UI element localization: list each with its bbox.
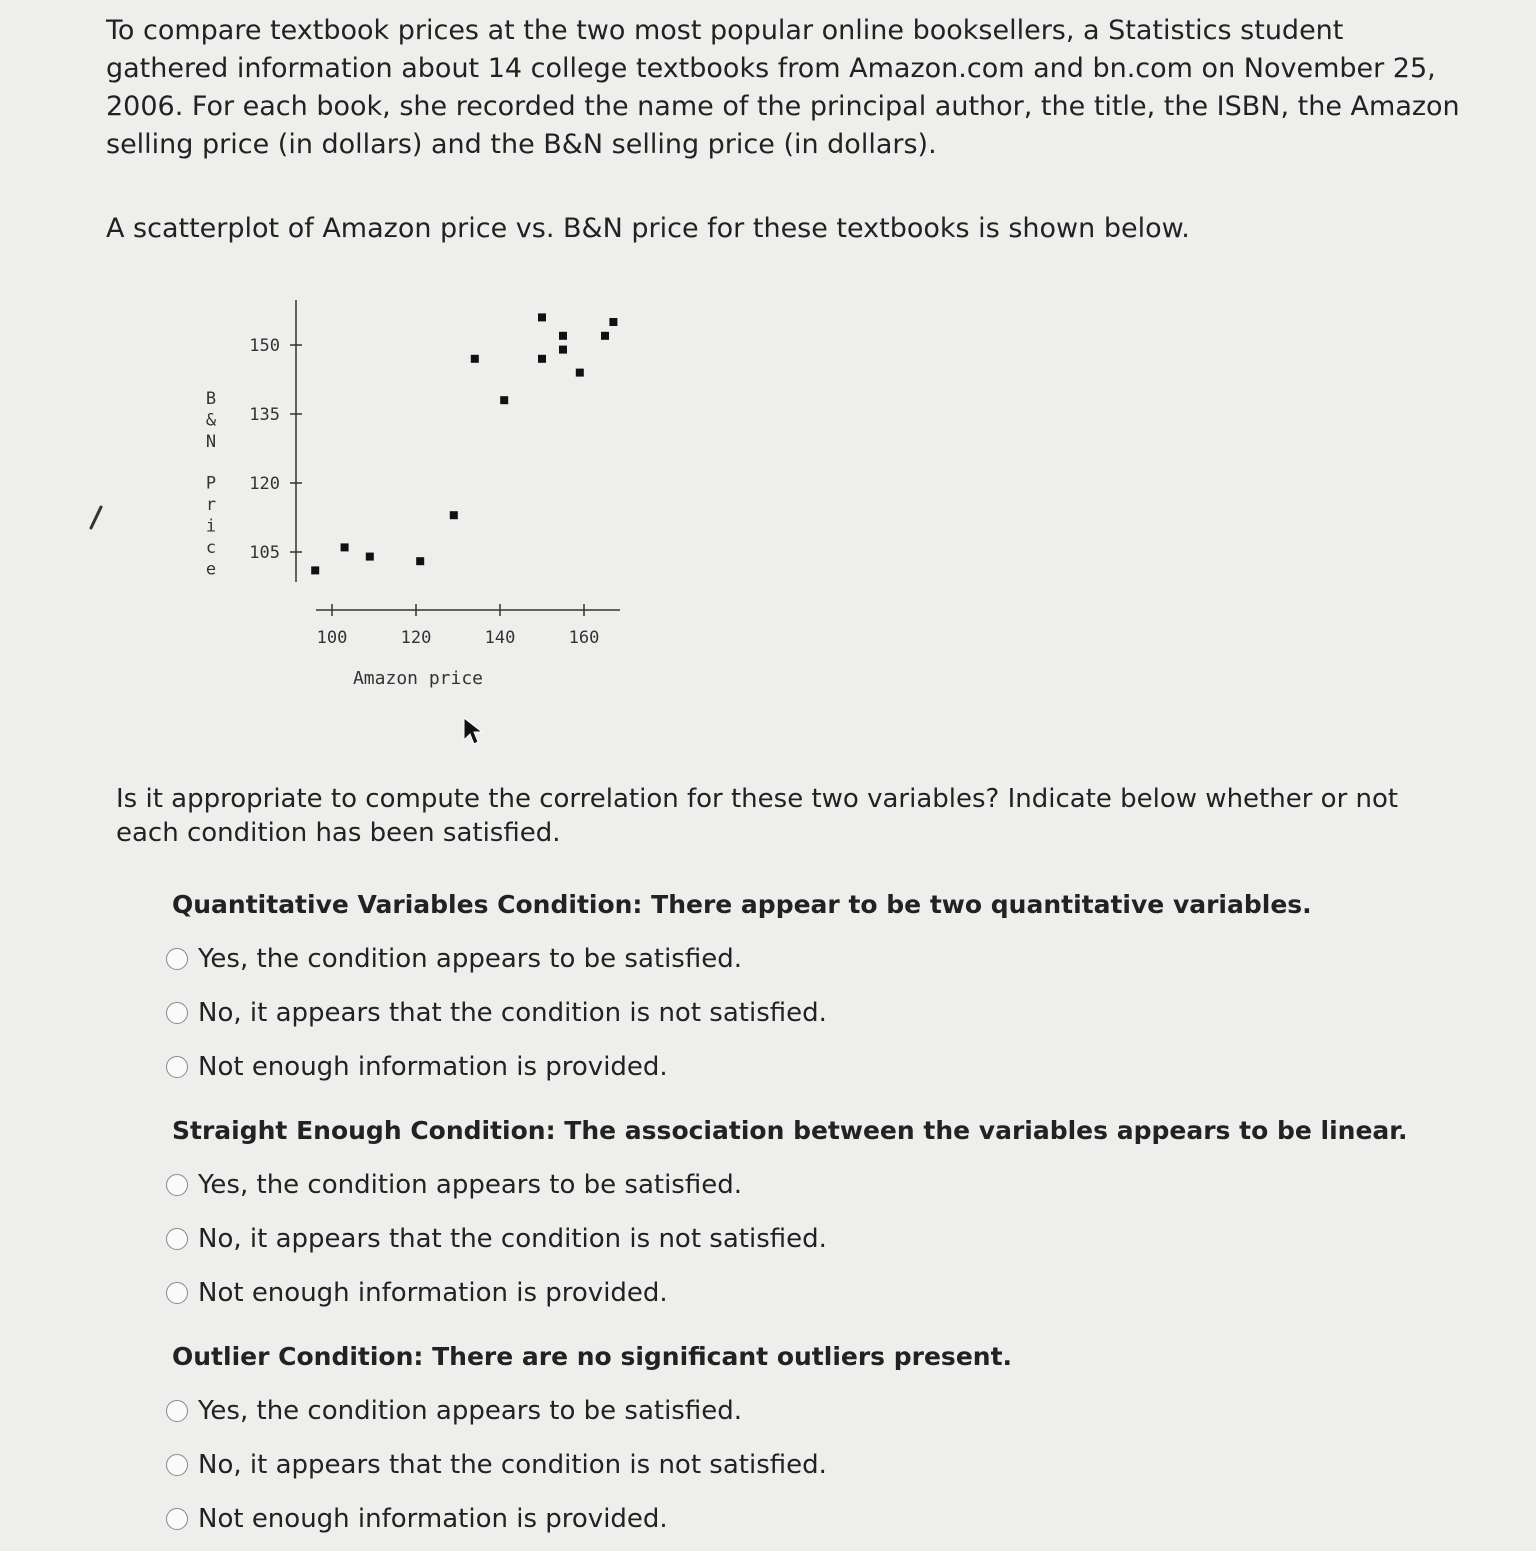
data-point <box>311 566 319 574</box>
data-point <box>559 346 567 354</box>
data-point <box>450 511 458 519</box>
scatterplot-chart <box>170 290 650 710</box>
condition-title: Quantitative Variables Condition: There appear to be two quantitative variables. <box>172 890 1312 919</box>
option-label: No, it appears that the condition is not satisfied. <box>198 998 827 1028</box>
option-label: Yes, the condition appears to be satisfied. <box>198 1396 742 1426</box>
option-no[interactable] <box>166 1212 1466 1266</box>
mouse-cursor-icon <box>462 716 486 748</box>
data-point <box>538 355 546 363</box>
radio-button[interactable] <box>166 1002 188 1024</box>
option-yes[interactable] <box>166 1158 1466 1212</box>
option-label: Not enough information is provided. <box>198 1278 668 1308</box>
condition-title: Straight Enough Condition: The association between the variables appears to be linear. <box>172 1116 1408 1145</box>
radio-button[interactable] <box>166 1174 188 1196</box>
data-point <box>416 557 424 565</box>
option-no[interactable] <box>166 1438 1466 1492</box>
option-label: Yes, the condition appears to be satisfied. <box>198 1170 742 1200</box>
option-not-enough-info[interactable] <box>166 1266 1466 1320</box>
question-text: Is it appropriate to compute the correlation for these two variables? Indicate below whether or not each condition has been satisfied. <box>116 784 1399 848</box>
scatterplot-svg <box>170 290 650 710</box>
y-tick-label: 105 <box>249 543 280 563</box>
straight-enough-condition <box>166 1114 1466 1320</box>
y-tick-label: 150 <box>249 336 280 356</box>
data-point <box>366 553 374 561</box>
option-not-enough-info[interactable] <box>166 1040 1466 1094</box>
option-yes[interactable] <box>166 1384 1466 1438</box>
data-point <box>601 332 609 340</box>
radio-button[interactable] <box>166 1508 188 1530</box>
option-label: Yes, the condition appears to be satisfied. <box>198 944 742 974</box>
data-point <box>538 313 546 321</box>
radio-button[interactable] <box>166 1400 188 1422</box>
radio-button[interactable] <box>166 1282 188 1304</box>
condition-title: Outlier Condition: There are no significant outliers present. <box>172 1342 1013 1371</box>
y-tick-label: 120 <box>249 474 280 494</box>
x-tick-label: 100 <box>316 628 348 648</box>
data-point <box>500 396 508 404</box>
radio-button[interactable] <box>166 1056 188 1078</box>
option-label: Not enough information is provided. <box>198 1052 668 1082</box>
x-tick-label: 140 <box>484 628 516 648</box>
option-label: Not enough information is provided. <box>198 1504 668 1534</box>
quantitative-variables-condition <box>166 888 1466 1094</box>
intro-paragraph: To compare textbook prices at the two most popular online booksellers, a Statistics student gathered information about 14 college textbooks from Amazon.com and bn.com on November 25, 2006. For each book, she recorded the name of the principal author, the title, the ISBN, the Amazon selling price (in dollars) and the B&N selling price (in dollars). <box>106 15 1460 160</box>
radio-button[interactable] <box>166 1454 188 1476</box>
option-label: No, it appears that the condition is not satisfied. <box>198 1450 827 1480</box>
radio-button[interactable] <box>166 1228 188 1250</box>
y-tick-label: 135 <box>249 405 280 425</box>
x-tick-label: 120 <box>400 628 432 648</box>
data-point <box>471 355 479 363</box>
data-point <box>609 318 617 326</box>
scatterplot-lead-text: A scatterplot of Amazon price vs. B&N price for these textbooks is shown below. <box>106 213 1190 244</box>
pen-mark-icon <box>86 504 106 532</box>
option-not-enough-info[interactable] <box>166 1492 1466 1546</box>
x-tick-label: 160 <box>568 628 600 648</box>
radio-button[interactable] <box>166 948 188 970</box>
y-axis-label: B & N P r i c e <box>205 389 217 580</box>
data-point <box>559 332 567 340</box>
option-no[interactable] <box>166 986 1466 1040</box>
outlier-condition <box>166 1340 1466 1546</box>
option-label: No, it appears that the condition is not satisfied. <box>198 1224 827 1254</box>
option-yes[interactable] <box>166 932 1466 986</box>
data-point <box>576 369 584 377</box>
x-axis-label: Amazon price <box>352 668 484 689</box>
data-point <box>341 543 349 551</box>
